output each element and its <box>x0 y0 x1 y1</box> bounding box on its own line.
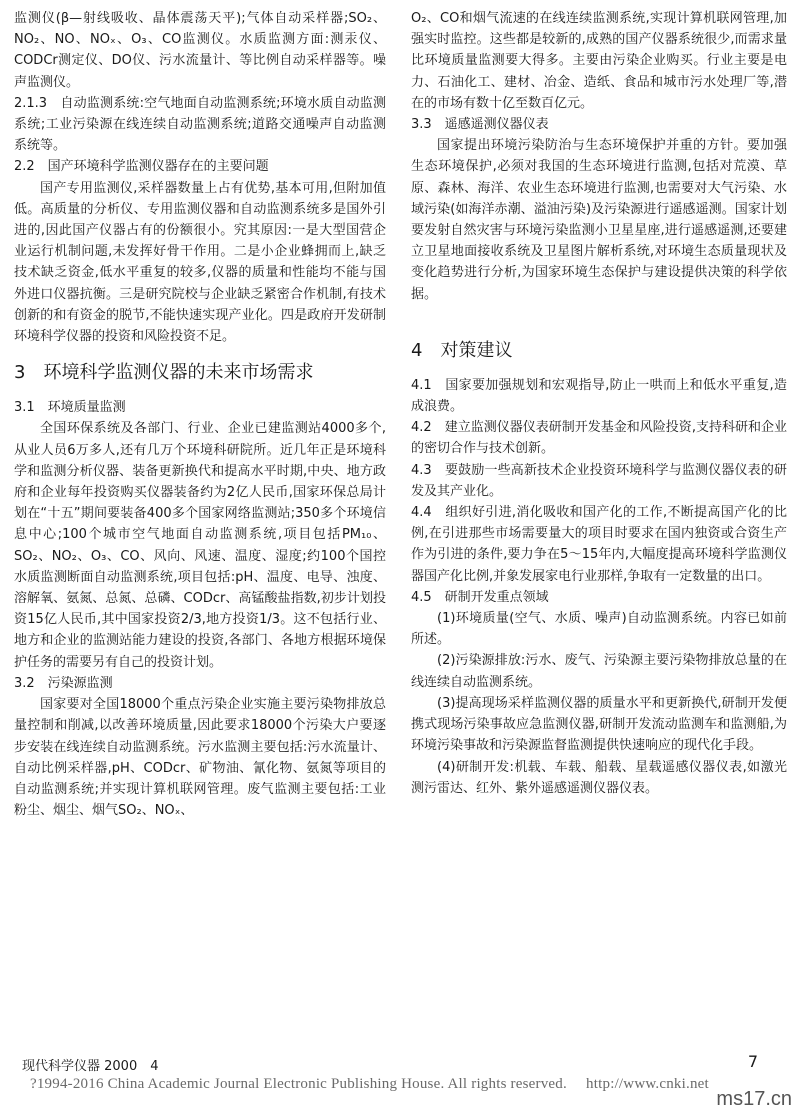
paragraph-continued: 监测仪(β—射线吸收、晶体震荡天平);气体自动采样器;SO₂、NO₂、NO、NOₓ、O₃、CO监测仪。水质监测方面:测汞仪、CODCr测定仪、DO仪、污水流量计、等比例自动采样器等。噪声监测仪。 <box>14 11 386 90</box>
section-4-4: 4.4 组织好引进,消化吸收和国产化的工作,不断提高国产化的比例,在引进那些市场需要量大的项目时要求在国内独资或合资生产作为引进的条件,要力争在5～15年内,大幅度提高环境科学监测仪器国产化比例,并象发展家电行业那样,争取有一定数量的出口。 <box>411 505 787 584</box>
list-item-3: (3)提高现场采样监测仪器的质量水平和更新换代,研制开发便携式现场污染事故应急监测仪器,研制开发流动监测车和监测船,为环境污染事故和污染源监督监测提供快速响应的现代化手段。 <box>411 695 787 754</box>
journal-footer: 现代科学仪器 2000 4 <box>22 1059 159 1074</box>
left-column <box>14 8 386 821</box>
paragraph-3-3: 国家提出环境污染防治与生态环境保护并重的方针。要加强生态环境保护,必须对我国的生态环境进行监测,包括对荒漠、草原、森林、海洋、农业生态环境进行监测,也需要对大气污染、水域污染(如海洋赤潮、溢油污染)及污染源进行遥感遥测。国家计划要发射自然灾害与环境污染监测小卫星星座,进行遥感遥测,还要建立卫星地面接收系统及卫星图片解析系统,对环境生态质量现状及变化趋势进行分析,为国家环境生态保护与建设提供决策的科学依据。 <box>411 138 787 302</box>
right-column <box>411 8 787 799</box>
paragraph-3-2: 国家要对全国18000个重点污染企业实施主要污染物排放总量控制和削减,以改善环境质量,因此要求18000个污染大户要逐步安装在线连续自动监测系统。污水监测主要包括:污水流量计、自动比例采样器,pH、CODcr、矿物油、氰化物、氨氮等项目的自动监测系统;并实现计算机联网管理。废气监测主要包括:工业粉尘、烟尘、烟气SO₂、NOₓ、 <box>14 697 386 819</box>
list-item-1: (1)环境质量(空气、水质、噪声)自动监测系统。内容已如前所述。 <box>411 611 787 648</box>
paragraph-2-2: 国产专用监测仪,采样器数量上占有优势,基本可用,但附加值低。高质量的分析仪、专用监测仪器和自动监测系统多是国外引进的,因此国产仪器占有的份额很小。究其原因:一是大型国营企业运行机制问题,未发挥好骨干作用。二是小企业蜂拥而上,缺乏技术缺乏资金,低水平重复的较多,仪器的质量和性能均不能与国外进口仪器抗衡。三是研究院校与企业缺乏紧密合作机制,有技术创新的和有资金的脱节,不能快速实现产业化。四是政府开发研制环境科学仪器的投资和风险投资不足。 <box>14 180 386 345</box>
heading-3-2: 3.2 污染源监测 <box>14 675 113 691</box>
list-item-4: (4)研制开发:机载、车载、船载、星载遥感仪器仪表,如激光测污雷达、红外、紫外遥感遥测仪器仪表。 <box>411 759 787 796</box>
heading-3-3: 3.3 遥感遥测仪器仪表 <box>411 117 549 133</box>
heading-4-5: 4.5 研制开发重点领域 <box>411 589 549 605</box>
section-4-1: 4.1 国家要加强规划和宏观指导,防止一哄而上和低水平重复,造成浪费。 <box>411 377 787 415</box>
paragraph-continued-right: O₂、CO和烟气流速的在线连续监测系统,实现计算机联网管理,加强实时监控。这些都是较新的,成熟的国产仪器系统很少,而需求量比环境质量监测要大得多。主要由污染企业购买。行业主要是电力、石油化工、建材、冶金、造纸、食品和城市污水处理厂等,潜在的市场有数十亿至数百亿元。 <box>411 11 787 111</box>
list-item-2: (2)污染源排放:污水、废气、污染源主要污染物排放总量的在线连续自动监测系统。 <box>411 653 787 690</box>
heading-section-3: 3 环境科学监测仪器的未来市场需求 <box>14 362 314 384</box>
watermark: ms17.cn <box>716 1088 792 1110</box>
heading-2-2: 2.2 国产环境科学监测仪器存在的主要问题 <box>14 159 269 175</box>
section-4-3: 4.3 要鼓励一些高新技术企业投资环境科学与监测仪器仪表的研发及其产业化。 <box>411 462 787 499</box>
copyright-notice: ?1994-2016 China Academic Journal Electronic Publishing House. All rights reserved. http://www.cnki.net <box>30 1076 709 1092</box>
section-2-1-3: 2.1.3 自动监测系统:空气地面自动监测系统;环境水质自动监测系统;工业污染源在线连续自动监测系统;道路交通噪声自动监测系统等。 <box>14 95 386 154</box>
heading-section-4: 4 对策建议 <box>411 339 513 361</box>
heading-3-1: 3.1 环境质量监测 <box>14 400 126 416</box>
page-number: 7 <box>747 1052 758 1071</box>
section-4-2: 4.2 建立监测仪器仪表研制开发基金和风险投资,支持科研和企业的密切合作与技术创新。 <box>411 420 787 457</box>
paragraph-3-1: 全国环保系统及各部门、行业、企业已建监测站4000多个,从业人员6万多人,还有几万个环境科研院所。近几年正是环境科学和监测分析仪器、装备更新换代和提高水平时期,中央、地方政府和企业每年投资购买仪器装备约为2亿人民币,国家环保总局计划在“十五”期间要装备400多个国家网络监测站;350多个环境信息中心;100个城市空气地面自动监测系统,项目包括PM₁₀、SO₂、NO₂、O₃、CO、风向、风速、温度、湿度;约100个国控水质监测断面自动监测系统,项目包括:pH、温度、电导、浊度、溶解氧、氨氮、总氮、总磷、CODcr、高锰酸盐指数,初步计划投资15亿人民币,其中国家投资2/3,地方投资1/3。这不包括行业、地方和企业的监测站能力建设的投资,各部门、各地方根据环境保护任务的需要另有自己的投资计划。 <box>14 421 386 670</box>
